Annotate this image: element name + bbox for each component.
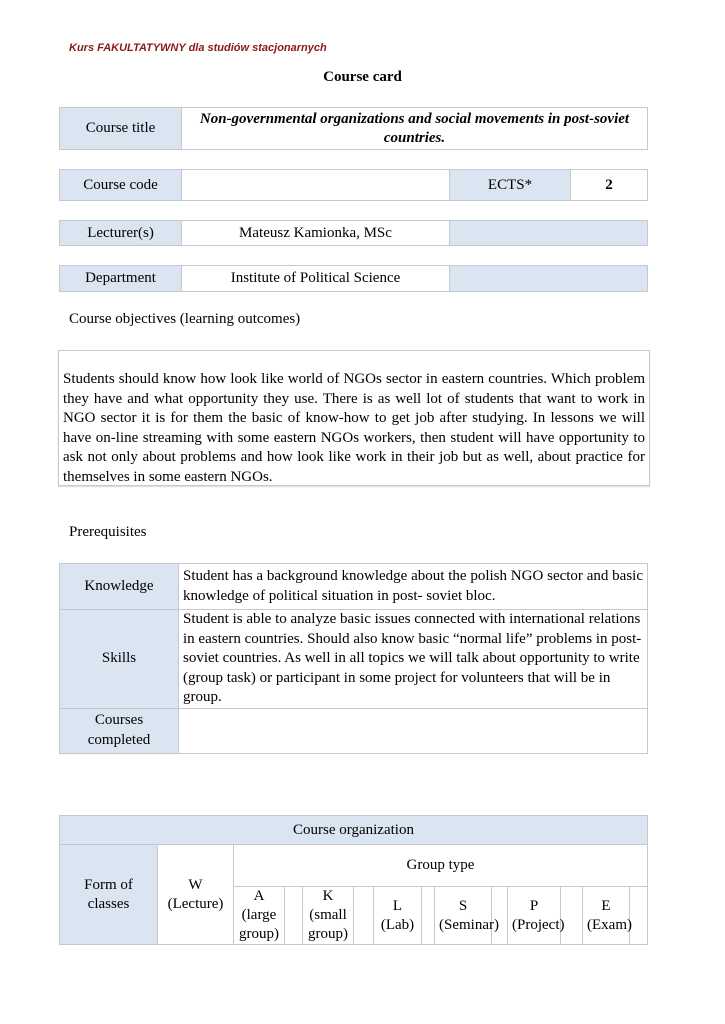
department-table [59, 265, 648, 292]
group-s-label: S (Seminar) [435, 887, 492, 945]
department-extra-cell [450, 266, 648, 292]
group-e-value [630, 887, 648, 945]
page-title: Course card [323, 69, 402, 85]
prereq-courses-label: Courses completed [60, 708, 179, 753]
lecturer-label: Lecturer(s) [60, 221, 182, 246]
prerequisites-table [59, 563, 648, 754]
ects-value: 2 [571, 170, 648, 201]
prereq-skills-value: Student is able to analyze basic issues connected with international relations in eastern countries. Should also know basic “normal life” problems in post-soviet countries. As well in all topics we will talk about opportunity to write (group task) or participant in some project for volunteers that will be in group. [179, 610, 648, 709]
group-k-label: K (small group) [303, 887, 354, 945]
objectives-text: Students should know how look like world of NGOs sector in eastern countries. Which problem they have and what opportunity they use. There is as well lot of students that want to work in NGO sector it is for them the basic of know-how to get job after studying. In lessons we will have on-line streaming with some eastern NGOs workers, then student will have opportunity to ask not only about problems and how look like work in their job but as well, about practice for themselves in some eastern NGOs. [58, 350, 650, 486]
group-l-label: L (Lab) [374, 887, 422, 945]
lecturer-extra-cell [450, 221, 648, 246]
form-of-classes-label: Form of classes [60, 845, 158, 945]
group-p-label: P (Project) [508, 887, 561, 945]
course-organization-table [59, 815, 648, 945]
prereq-skills-label: Skills [60, 610, 179, 709]
organization-title: Course organization [60, 816, 648, 845]
objectives-heading: Course objectives (learning outcomes) [69, 311, 301, 327]
lecturer-table [59, 220, 648, 246]
department-value: Institute of Political Science [182, 266, 450, 292]
group-k-value [354, 887, 374, 945]
group-a-value [285, 887, 303, 945]
course-type-header: Kurs FAKULTATYWNY dla studiów stacjonarnych [69, 42, 327, 54]
group-a-label: A (large group) [234, 887, 285, 945]
course-title-label: Course title [60, 108, 182, 150]
course-title-table [59, 107, 648, 150]
ects-label: ECTS* [450, 170, 571, 201]
group-e-label: E (Exam) [583, 887, 630, 945]
group-type-label: Group type [234, 845, 648, 887]
course-code-value [182, 170, 450, 201]
prerequisites-heading: Prerequisites [69, 524, 147, 540]
course-code-label: Course code [60, 170, 182, 201]
lecturer-value: Mateusz Kamionka, MSc [182, 221, 450, 246]
prereq-knowledge-value: Student has a background knowledge about the polish NGO sector and basic knowledge of political situation in post- soviet bloc. [179, 564, 648, 610]
lecture-label: W (Lecture) [158, 845, 234, 945]
course-code-table [59, 169, 648, 201]
group-l-value [422, 887, 435, 945]
department-label: Department [60, 266, 182, 292]
prereq-courses-value [179, 708, 648, 753]
course-title-value: Non-governmental organizations and social movements in post-soviet countries. [182, 108, 648, 150]
prereq-knowledge-label: Knowledge [60, 564, 179, 610]
